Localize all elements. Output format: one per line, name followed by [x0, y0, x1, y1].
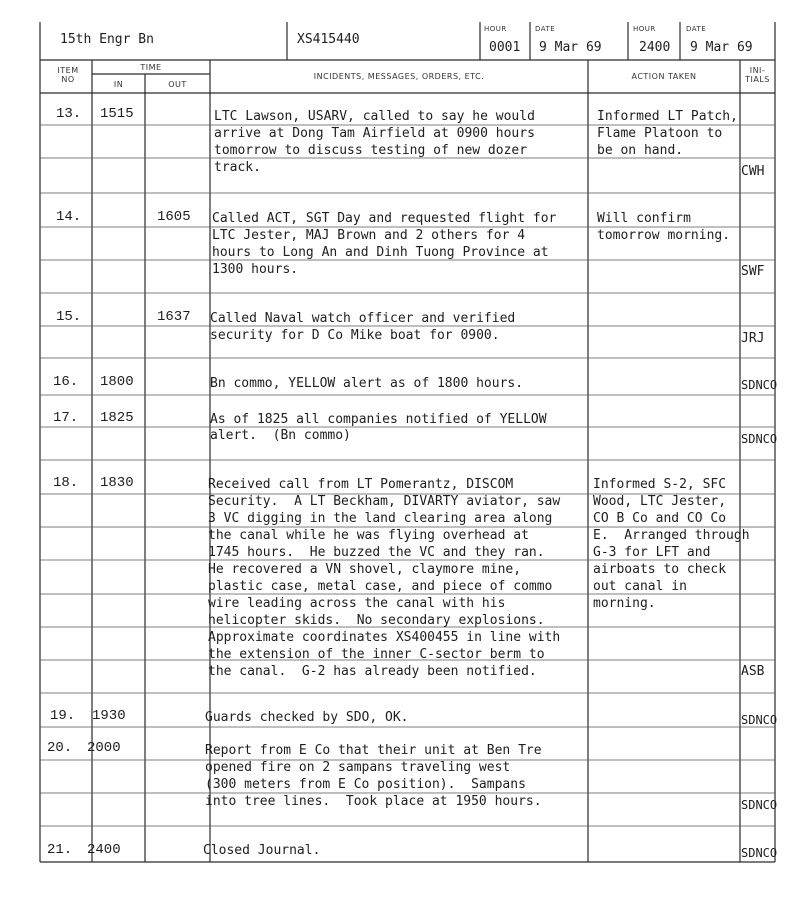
item-no-header: ITEM NO [57, 66, 79, 84]
to-date-label: DATE [686, 25, 707, 33]
entry-19-item: 19. [50, 708, 76, 724]
entry-15-time-out: 1637 [157, 309, 191, 325]
entry-13-text-3: tomorrow to discuss testing of new dozer [214, 143, 528, 158]
to-date: 9 Mar 69 [690, 40, 753, 55]
entry-19-initials: SDNCO [741, 713, 778, 727]
entry-14-text-1: Called ACT, SGT Day and requested flight for [212, 211, 557, 226]
time-out-header: OUT [168, 80, 187, 89]
entry-15-initials: JRJ [741, 331, 765, 346]
entry-20-initials: SDNCO [741, 798, 778, 812]
entry-18-text-3: 3 VC digging in the land clearing area along [208, 511, 553, 526]
entry-18-time-in: 1830 [100, 475, 134, 491]
entry-18-text-1: Received call from LT Pomerantz, DISCOM [208, 477, 514, 492]
entry-18-text-6: He recovered a VN shovel, claymore mine, [208, 562, 522, 577]
initials-header: INI- TIALS [745, 66, 770, 84]
entry-13-text-2: arrive at Dong Tam Airfield at 0900 hours [214, 126, 535, 141]
entry-18-text-2: Security. A LT Beckham, DIVARTY aviator, saw [208, 494, 561, 509]
entry-18-action-2: Wood, LTC Jester, [593, 494, 727, 509]
entry-14-initials: SWF [741, 264, 765, 279]
entry-18-text-9: helicopter skids. No secondary explosions. [208, 613, 545, 628]
from-date-label: DATE [535, 25, 556, 33]
entry-21-item: 21. [47, 842, 73, 858]
entry-13-text-4: track. [214, 160, 261, 175]
entry-21-initials: SDNCO [741, 846, 778, 860]
entry-17-time-in: 1825 [100, 410, 134, 426]
entry-13-action-1: Informed LT Patch, [597, 109, 738, 124]
entry-13-item: 13. [56, 106, 82, 122]
to-hour-label: HOUR [633, 25, 656, 33]
entry-18-text-7: plastic case, metal case, and piece of commo [208, 579, 553, 594]
entry-17-item: 17. [53, 410, 79, 426]
entry-18-action-6: airboats to check [593, 562, 727, 577]
from-date: 9 Mar 69 [539, 40, 602, 55]
entry-20-text-1: Report from E Co that their unit at Ben Tre [205, 743, 542, 758]
entry-14-time-out: 1605 [157, 209, 191, 225]
entry-13-action-3: be on hand. [597, 143, 684, 158]
entry-18-text-8: wire leading across the canal with his [208, 596, 506, 611]
entry-18-text-10: Approximate coordinates XS400455 in line with [208, 630, 561, 645]
entry-14-item: 14. [56, 209, 82, 225]
entry-18-action-7: out canal in [593, 579, 687, 594]
entry-17-text-2: alert. (Bn commo) [210, 428, 351, 443]
entry-20-item: 20. [47, 740, 73, 756]
entry-13-text-1: LTC Lawson, USARV, called to say he would [214, 109, 535, 124]
entry-20-text-2: opened fire on 2 sampans traveling west [205, 760, 511, 775]
entry-21-text-1: Closed Journal. [203, 843, 321, 858]
unit-name: 15th Engr Bn [60, 32, 154, 47]
from-hour: 0001 [489, 40, 521, 55]
entry-18-text-5: 1745 hours. He buzzed the VC and they ran. [208, 545, 545, 560]
entry-20-time-in: 2000 [87, 740, 121, 756]
entry-20-text-4: into tree lines. Took place at 1950 hours. [205, 794, 542, 809]
entry-13-action-2: Flame Platoon to [597, 126, 723, 141]
entry-19-time-in: 1930 [92, 708, 126, 724]
from-hour-label: HOUR [484, 25, 507, 33]
entry-18-text-11: the extension of the inner C-sector berm to [208, 647, 545, 662]
entry-19-text-1: Guards checked by SDO, OK. [205, 710, 409, 725]
time-header: TIME [140, 63, 162, 72]
to-hour: 2400 [639, 40, 671, 55]
entry-18-initials: ASB [741, 664, 765, 679]
entry-15-item: 15. [56, 309, 82, 325]
entry-14-text-3: hours to Long An and Dinh Tuong Province at [212, 245, 549, 260]
entry-13-initials: CWH [741, 164, 765, 179]
entry-14-action-2: tomorrow morning. [597, 228, 731, 243]
entry-16-text-1: Bn commo, YELLOW alert as of 1800 hours. [210, 376, 524, 391]
entry-18-action-1: Informed S-2, SFC [593, 477, 727, 492]
entry-17-initials: SDNCO [741, 432, 778, 446]
time-in-header: IN [113, 80, 124, 89]
entry-16-item: 16. [53, 374, 79, 390]
action-header: ACTION TAKEN [631, 72, 697, 81]
entry-18-text-4: the canal while he was flying overhead at [208, 528, 529, 543]
entry-21-time-in: 2400 [87, 842, 121, 858]
entry-18-action-3: CO B Co and CO Co [593, 511, 727, 526]
location-code: XS415440 [297, 32, 360, 47]
entry-15-text-2: security for D Co Mike boat for 0900. [210, 328, 500, 343]
entry-18-item: 18. [53, 475, 79, 491]
entry-20-text-3: (300 meters from E Co position). Sampans [205, 777, 526, 792]
entry-18-action-5: G-3 for LFT and [593, 545, 711, 560]
incidents-header: INCIDENTS, MESSAGES, ORDERS, ETC. [313, 72, 485, 81]
entry-18-text-12: the canal. G-2 has already been notified. [208, 664, 537, 679]
entry-16-initials: SDNCO [741, 378, 778, 392]
entry-14-action-1: Will confirm [597, 211, 691, 226]
entry-14-text-2: LTC Jester, MAJ Brown and 2 others for 4 [212, 228, 526, 243]
entry-16-time-in: 1800 [100, 374, 134, 390]
entry-18-action-8: morning. [593, 596, 656, 611]
entry-15-text-1: Called Naval watch officer and verified [210, 311, 516, 326]
entry-17-text-1: As of 1825 all companies notified of YELLOW [210, 412, 547, 427]
entry-18-action-4: E. Arranged through [593, 528, 750, 543]
entry-14-text-4: 1300 hours. [212, 262, 299, 277]
entry-13-time-in: 1515 [100, 106, 134, 122]
